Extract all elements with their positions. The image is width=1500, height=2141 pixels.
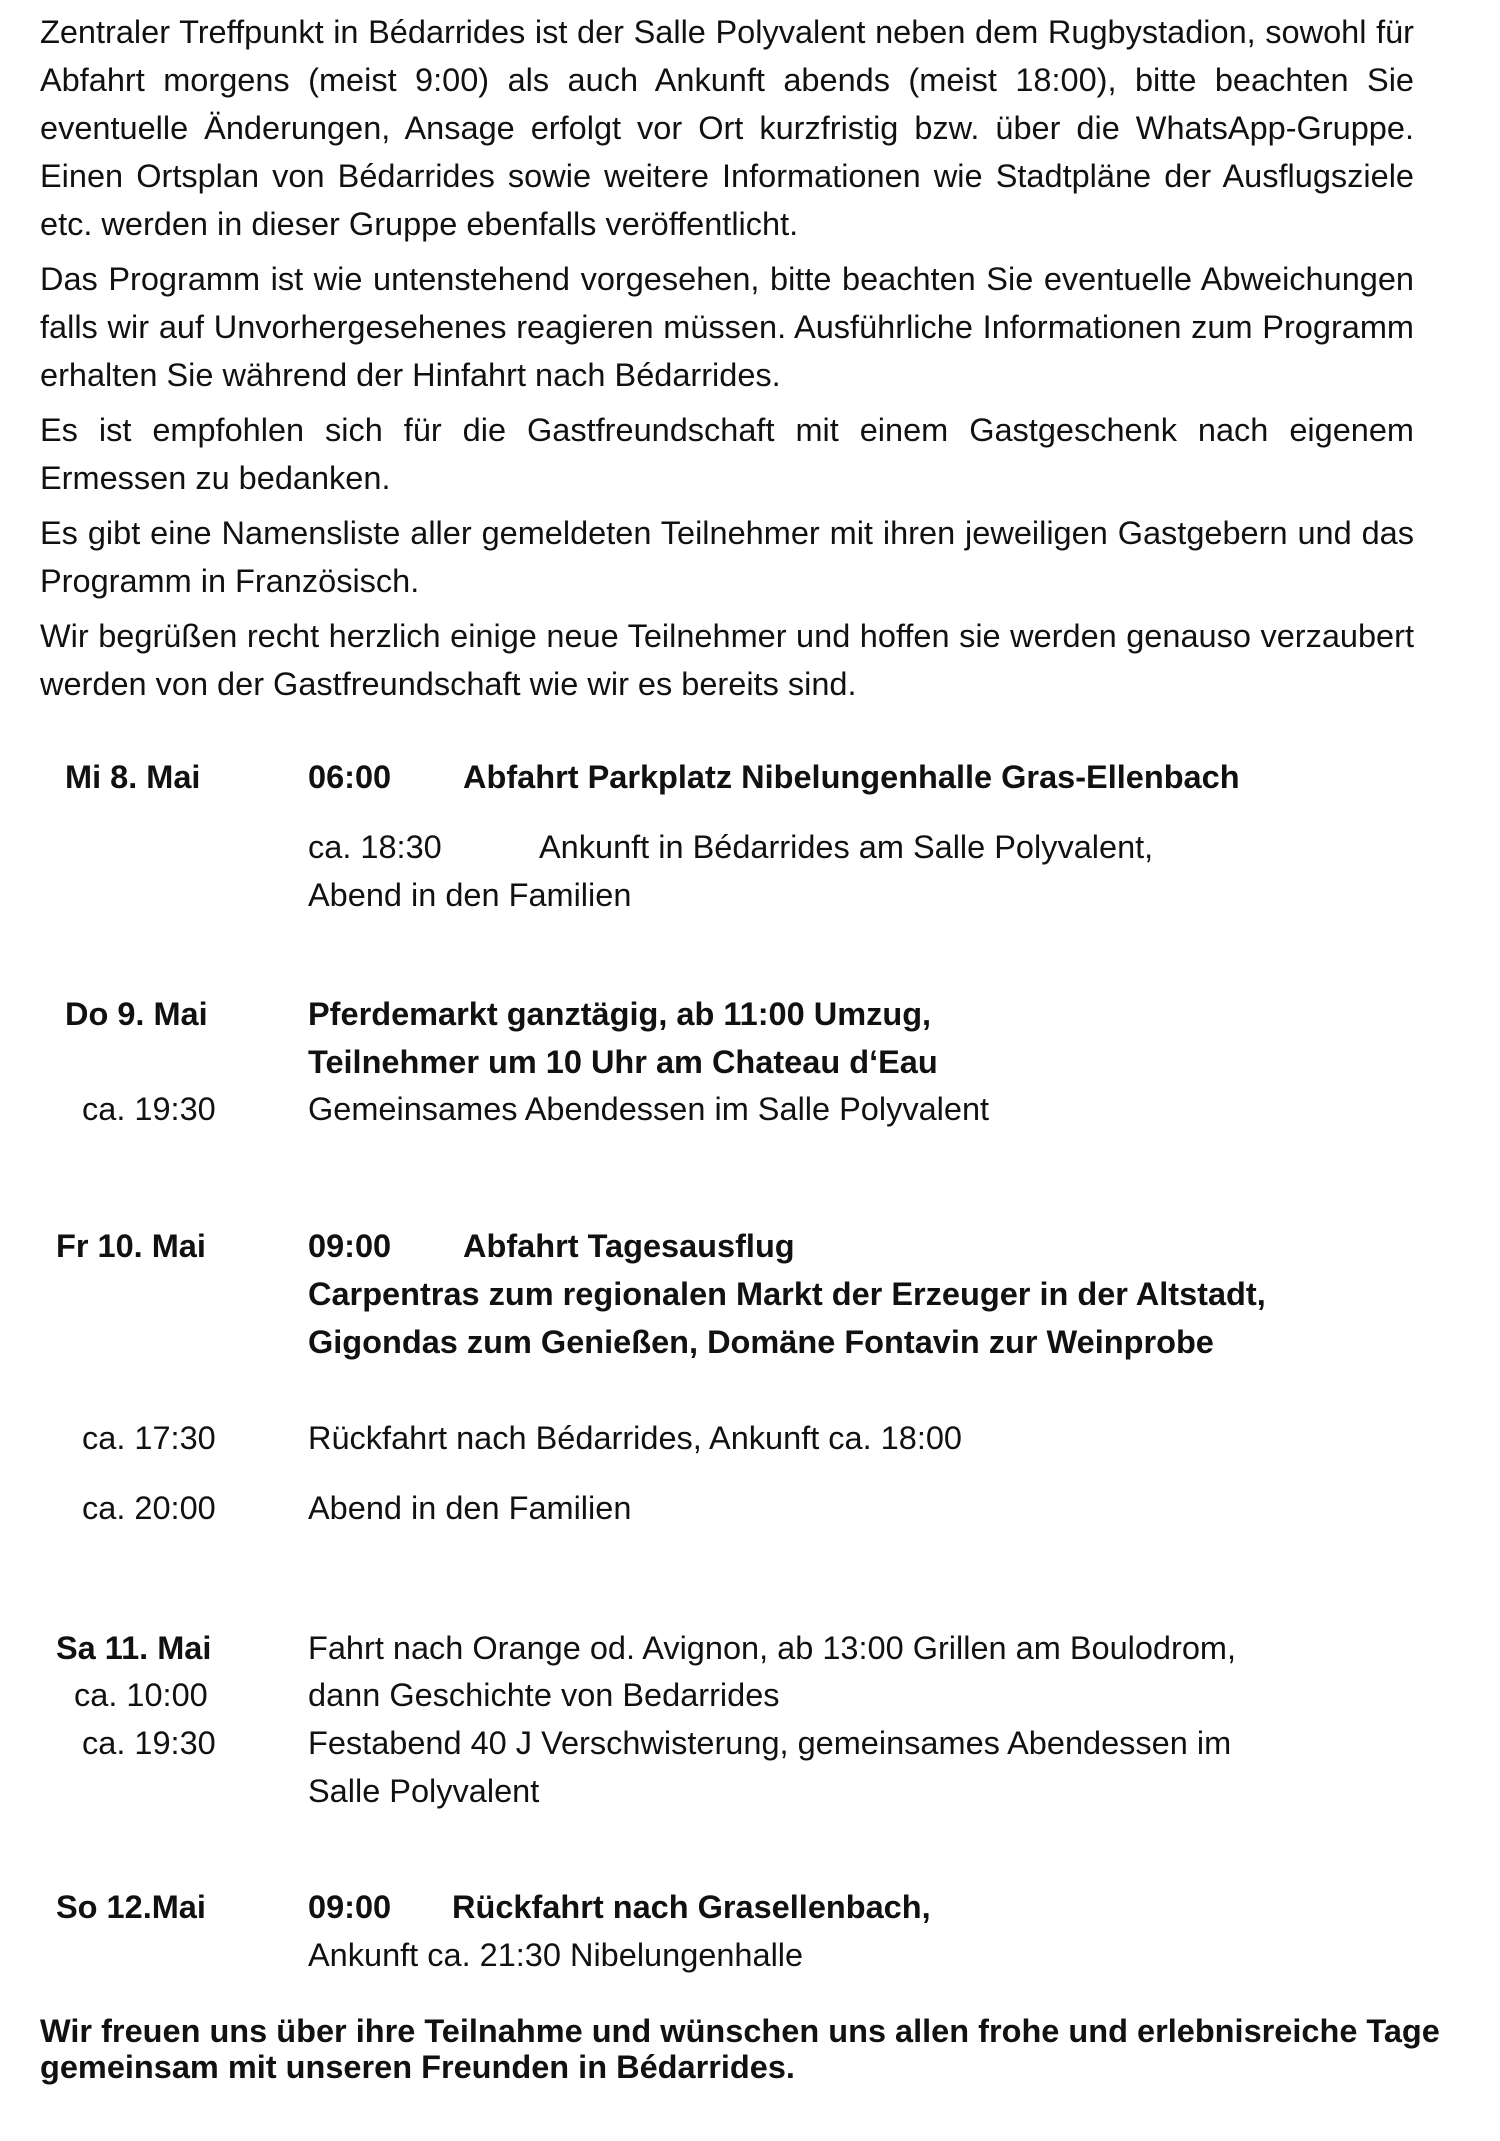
event-line: Gigondas zum Genießen, Domäne Fontavin zur Weinprobe	[308, 1324, 1214, 1360]
intro-section	[40, 8, 1414, 708]
event-line: dann Geschichte von Bedarrides	[308, 1677, 780, 1713]
event-line: Fahrt nach Orange od. Avignon, ab 13:00 Grillen am Boulodrom,	[308, 1630, 1237, 1666]
event-time: 09:00	[308, 1889, 392, 1925]
event-line: Festabend 40 J Verschwisterung, gemeinsames Abendessen im	[308, 1725, 1232, 1761]
day-label: So 12.Mai	[56, 1889, 206, 1925]
event-time: ca. 10:00	[74, 1677, 208, 1713]
event-time: ca. 19:30	[82, 1725, 216, 1761]
event-line: Carpentras zum regionalen Markt der Erzeuger in der Altstadt,	[308, 1276, 1266, 1312]
arrival-time: ca. 18:30	[308, 829, 442, 865]
event-line: Salle Polyvalent	[308, 1773, 540, 1809]
event-line: Pferdemarkt ganztägig, ab 11:00 Umzug,	[308, 996, 932, 1032]
event-title: Abfahrt Tagesausflug	[463, 1228, 795, 1264]
event-time: ca. 17:30	[82, 1420, 216, 1456]
intro-paragraph-welcome: Wir begrüßen recht herzlich einige neue Teilnehmer und hoffen sie werden genauso verzaubert werden von der Gastfreundschaft wie wir es bereits sind.	[40, 618, 1414, 702]
event-time: ca. 20:00	[82, 1490, 216, 1526]
event-line: Rückfahrt nach Bédarrides, Ankunft ca. 18:00	[308, 1420, 962, 1456]
intro-paragraph-program: Das Programm ist wie untenstehend vorgesehen, bitte beachten Sie eventuelle Abweichungen falls wir auf Unvorhergesehenes reagieren müssen. Ausführliche Informationen zum Programm erhalten Sie während der Hinfahrt nach Bédarrides.	[40, 261, 1414, 393]
intro-paragraph-meeting-point: Zentraler Treffpunkt in Bédarrides ist der Salle Polyvalent neben dem Rugbystadion, sowohl für Abfahrt morgens (meist 9:00) als auch Ankunft abends (meist 18:00), bitte beachten Sie eventuelle Änderungen, Ansage erfolgt vor Ort kurzfristig bzw. über die WhatsApp-Gruppe. Einen Ortsplan von Bédarrides sowie weitere Informationen wie Stadtpläne der Ausflugsziele etc. werden in dieser Gruppe ebenfalls veröffentlicht.	[40, 14, 1414, 242]
event-time: 06:00	[308, 759, 392, 795]
event-title: Rückfahrt nach Grasellenbach,	[452, 1889, 931, 1925]
event-title: Abfahrt Parkplatz Nibelungenhalle Gras-Ellenbach	[463, 759, 1240, 795]
day-label: Sa 11. Mai	[56, 1630, 212, 1666]
event-line: Abend in den Familien	[308, 1490, 632, 1526]
closing-statement: Wir freuen uns über ihre Teilnahme und wünschen uns allen frohe und erlebnisreiche Tage gemeinsam mit unseren Freunden in Bédarrides.	[40, 2013, 1440, 2085]
evening-text: Abend in den Familien	[308, 877, 632, 913]
intro-paragraph-gift: Es ist empfohlen sich für die Gastfreundschaft mit einem Gastgeschenk nach eigenem Ermessen zu bedanken.	[40, 412, 1414, 496]
day-label: Mi 8. Mai	[65, 759, 201, 795]
event-line: Gemeinsames Abendessen im Salle Polyvalent	[308, 1091, 990, 1127]
event-line: Ankunft ca. 21:30 Nibelungenhalle	[308, 1937, 804, 1973]
day-label: Fr 10. Mai	[56, 1228, 206, 1264]
intro-paragraph-name-list: Es gibt eine Namensliste aller gemeldeten Teilnehmer mit ihren jeweiligen Gastgebern und das Programm in Französisch.	[40, 515, 1414, 599]
event-line: Teilnehmer um 10 Uhr am Chateau d‘Eau	[308, 1044, 938, 1080]
arrival-text: Ankunft in Bédarrides am Salle Polyvalent,	[539, 829, 1154, 865]
event-time: 09:00	[308, 1228, 392, 1264]
event-time: ca. 19:30	[82, 1091, 216, 1127]
day-label: Do 9. Mai	[65, 996, 208, 1032]
